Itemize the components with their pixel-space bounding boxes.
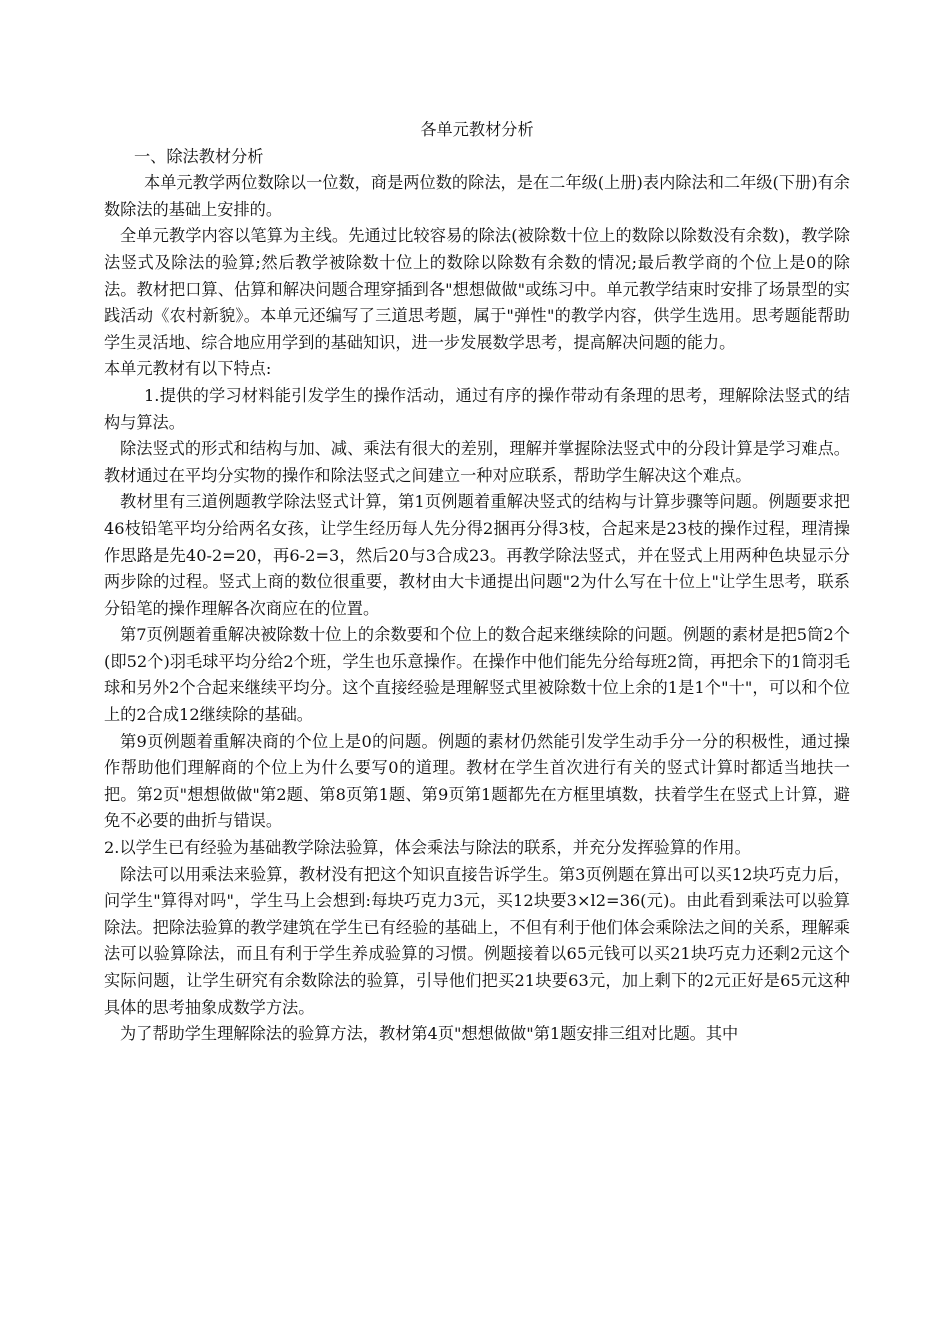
document-page [104,117,850,1048]
paragraph-11: 为了帮助学生理解除法的验算方法，教材第4页"想想做做"第1题安排三组对比题。其中 [120,1024,739,1044]
paragraph-6: 教材里有三道例题教学除法竖式计算，第1页例题着重解决竖式的结构与计算步骤等问题。例题要求把46枝铅笔平均分给两名女孩，让学生经历每人先分得2捆再分得3枝，合起来是23枝的操作过程，理清操作思路是先40-2=20，再6-2=3，然后20与3合成23。再教学除法竖式，并在竖式上用两种色块显示分两步除的过程。竖式上商的数位很重要，教材由大卡通提出问题"2为什么写在十位上"让学生思考，联系分铅笔的操作理解各次商应在的位置。 [104,492,850,618]
paragraph-8: 第9页例题着重解决商的个位上是0的问题。例题的素材仍然能引发学生动手分一分的积极性，通过操作帮助他们理解商的个位上为什么要写0的道理。教材在学生首次进行有关的竖式计算时都适当地扶一把。第2页"想想做做"第2题、第8页第1题、第9页第1题都先在方框里填数，扶着学生在竖式上计算，避免不必要的曲折与错误。 [104,731,850,831]
paragraph-10: 除法可以用乘法来验算，教材没有把这个知识直接告诉学生。第3页例题在算出可以买12块巧克力后，问学生"算得对吗"，学生马上会想到:每块巧克力3元，买12块要3×l2=36(元)。由此看到乘法可以验算除法。把除法验算的教学建筑在学生已有经验的基础上，不但有利于他们体会乘除法之间的关系，理解乘法可以验算除法，而且有利于学生养成验算的习惯。例题接着以65元钱可以买21块巧克力还剩2元这个实际问题，让学生研究有余数除法的验算，引导他们把买21块要63元，加上剩下的2元正好是65元这种具体的思考抽象成数学方法。 [104,864,850,1017]
paragraph-7: 第7页例题着重解决被除数十位上的余数要和个位上的数合起来继续除的问题。例题的素材是把5筒2个(即52个)羽毛球平均分给2个班，学生也乐意操作。在操作中他们能先分给每班2筒，再把余下的1筒羽毛球和另外2个合起来继续平均分。这个直接经验是理解竖式里被除数十位上余的1是1个"十"，可以和个位上的2合成12继续除的基础。 [104,625,850,725]
paragraph-5: 除法竖式的形式和结构与加、减、乘法有很大的差别，理解并掌握除法竖式中的分段计算是学习难点。教材通过在平均分实物的操作和除法竖式之间建立一种对应联系，帮助学生解决这个难点。 [104,439,850,485]
paragraph-4: 1.提供的学习材料能引发学生的操作活动，通过有序的操作带动有条理的思考，理解除法竖式的结构与算法。 [104,385,850,432]
section-heading: 一、除法教材分析 [134,146,264,166]
paragraph-3: 本单元教材有以下特点: [104,359,272,379]
document-title: 各单元教材分析 [420,120,534,139]
paragraph-9: 2.以学生已有经验为基础教学除法验算，体会乘法与除法的联系，并充分发挥验算的作用。 [104,838,751,858]
paragraph-1: 本单元教学两位数除以一位数，商是两位数的除法，是在二年级(上册)表内除法和二年级(下册)有余数除法的基础上安排的。 [104,173,850,219]
paragraph-2: 全单元教学内容以笔算为主线。先通过比较容易的除法(被除数十位上的数除以除数没有余数)，教学除法竖式及除法的验算;然后教学被除数十位上的数除以除数有余数的情况;最后教学商的个位上是0的除法。教材把口算、估算和解决问题合理穿插到各"想想做做"或练习中。单元教学结束时安排了场景型的实践活动《农村新貌》。本单元还编写了三道思考题，属于"弹性"的教学内容，供学生选用。思考题能帮助学生灵活地、综合地应用学到的基础知识，进一步发展数学思考，提高解决问题的能力。 [104,226,850,352]
